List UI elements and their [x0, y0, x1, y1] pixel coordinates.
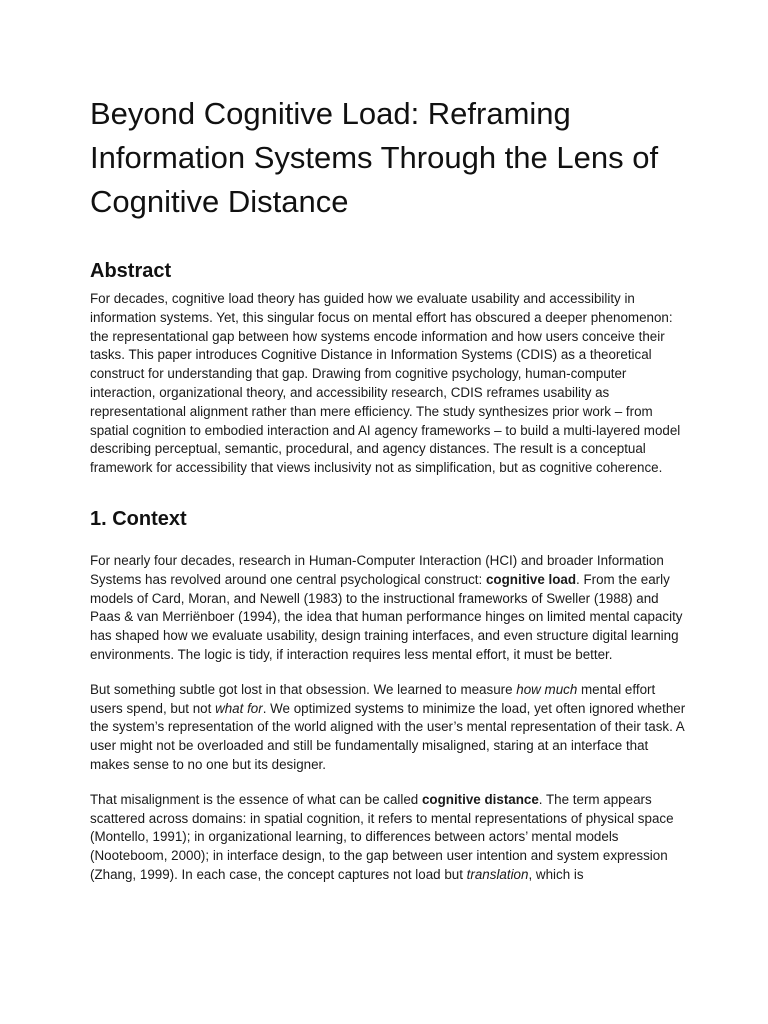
- bold-term: cognitive load: [485, 571, 577, 587]
- abstract-paragraph: For decades, cognitive load theory has guided how we evaluate usability and accessibility in information systems. Yet, this singular focus on mental effort has obscured a deeper phenomenon: the representational gap between how systems encode information and how users conceive their tasks. This paper introduces Cognitive Distance in Information Systems (CDIS) as a theoretical construct for understanding that gap. Drawing from cognitive psychology, human-computer interaction, organizational theory, and accessibility research, CDIS reframes usability as representational alignment rather than mere efficiency. The study synthesizes prior work – from spatial cognition to embodied interaction and AI agency frameworks – to build a multi-layered model describing perceptual, semantic, procedural, and agency distances. The result is a conceptual framework for accessibility that views inclusivity not as simplification, but as cognitive coherence.: [90, 291, 681, 476]
- document-title: Beyond Cognitive Load: Reframing Information Systems Through the Lens of Cognitive Distance: [90, 96, 659, 219]
- italic-term: translation: [466, 866, 529, 882]
- bold-term: cognitive distance: [421, 791, 539, 807]
- abstract-heading: Abstract: [90, 260, 172, 282]
- paragraph-text: For nearly four decades, research in Human-Computer Interaction (HCI) and broader Information Systems has revolved around one central psychological construct:: [90, 552, 664, 587]
- paragraph-text: . The term appears scattered across domains: in spatial cognition, it refers to mental representations of physical space (Montello, 1991); in organizational learning, to differences between actors’ mental models (Nooteboom, 2000); in interface design, to the gap between user intention and system expression (Zhang, 1999). In each case, the concept captures not load but: [90, 791, 674, 882]
- paragraph-text: That misalignment is the essence of what can be called: [90, 791, 422, 807]
- paragraph-text: , which is: [528, 866, 584, 882]
- italic-term: what for: [215, 700, 263, 716]
- document-page: [90, 92, 690, 885]
- context-paragraph-3: [90, 791, 690, 885]
- context-paragraph-2: [90, 681, 690, 775]
- italic-term: how much: [516, 681, 578, 697]
- paragraph-text: . We optimized systems to minimize the load, yet often ignored whether the system’s representation of the world aligned with the user’s mental representation of their task. A user might not be overloaded and still be fundamentally misaligned, staring at an interface that makes sense to no one but its designer.: [90, 700, 686, 772]
- section-heading-context: 1. Context: [90, 507, 187, 530]
- context-paragraph-1: [90, 552, 690, 665]
- paragraph-text: . From the early models of Card, Moran, and Newell (1983) to the instructional frameworks of Sweller (1988) and Paas & van Merriënboer (1994), the idea that human performance hinges on limited mental capacity has shaped how we evaluate usability, design training interfaces, and even structure digital learning environments. The logic is tidy, if interaction requires less mental effort, it must be better.: [90, 571, 683, 662]
- paragraph-text: mental effort users spend, but not: [90, 681, 656, 716]
- paragraph-text: But something subtle got lost in that obsession. We learned to measure: [90, 681, 517, 697]
